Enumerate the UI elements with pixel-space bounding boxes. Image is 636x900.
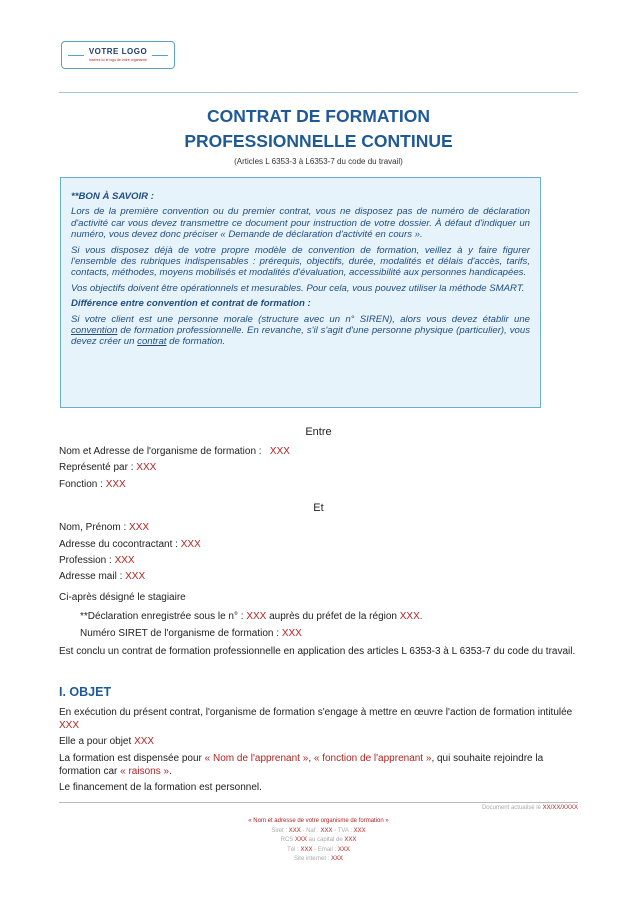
info-paragraph-1: Lors de la première convention ou du premier contrat, vous ne disposez pas de numéro de déclaration d'activité car vous devez transmettre ce document pour instruction de votre dossier. À défaut d'indiquer un numéro, vous devez donc préciser « Demande de déclaration d'activité en cours ».: [71, 206, 530, 241]
objet-p1-value: XXX: [59, 720, 80, 731]
mail-line: [59, 570, 578, 583]
footer-org: « Nom et adresse de votre organisme de formation »: [248, 818, 389, 824]
section-objet-heading: I. OBJET: [59, 685, 112, 699]
footer-tva-value: XXX: [353, 827, 366, 834]
logo-subtitle: Insérez ici le logo de votre organisme: [89, 58, 147, 62]
rep-label: Représenté par :: [59, 462, 134, 473]
footer-site-value: XXX: [331, 856, 344, 862]
decl-label: **Déclaration enregistrée sous le n° :: [80, 611, 244, 622]
footer-capital-value: XXX: [344, 837, 357, 843]
footer-line-2: [59, 827, 578, 837]
adresse-value: XXX: [180, 539, 201, 550]
siret-label: Numéro SIRET de l'organisme de formation :: [80, 628, 280, 639]
objet-p3-text-b: ,: [308, 753, 312, 764]
document-updated: [482, 805, 578, 811]
rep-line: [59, 461, 578, 474]
decl-region: XXX.: [399, 611, 423, 622]
footer-tel-value: XXX: [300, 846, 313, 853]
footer-divider: [59, 802, 578, 803]
info-paragraph-4: [71, 314, 530, 348]
objet-p3-text-c: , qui souhaite rejoindre la formation car: [59, 753, 544, 777]
footer-email-label: - Email :: [314, 846, 337, 853]
info-p4-text-a: Si votre client est une personne morale (structure avec un n° SIREN), alors vous devez établir une: [71, 313, 530, 325]
declaration-line: [80, 610, 578, 623]
logo-line-left: [68, 55, 84, 56]
fonction-value: XXX: [105, 479, 126, 490]
footer-siret-label: Siret :: [271, 827, 288, 834]
logo: [61, 41, 175, 69]
header-divider: [59, 92, 578, 93]
info-p4-text-b: de formation professionnelle. En revanche, s'il s'agit d'une personne physique (particulier), vous devez créer un: [71, 325, 530, 348]
profession-value: XXX: [114, 555, 135, 566]
objet-paragraph-1: [59, 706, 578, 732]
footer-rcs-value: XXX: [294, 837, 307, 843]
org-value: XXX: [269, 446, 290, 457]
objet-p3-value-2: « fonction de l'apprenant »: [313, 753, 432, 764]
objet-p2-value: XXX: [134, 736, 155, 747]
et-label: Et: [313, 502, 324, 514]
footer-email-value: XXX: [337, 846, 350, 853]
profession-line: [59, 554, 578, 567]
mail-label: Adresse mail :: [59, 571, 123, 582]
siret-line: [80, 627, 578, 640]
adresse-label: Adresse du cocontractant :: [59, 539, 178, 550]
page-subtitle: (Articles L 6353-3 à L6353-7 du code du travail): [234, 157, 403, 166]
logo-title: VOTRE LOGO: [88, 47, 148, 56]
info-paragraph-3: Vos objectifs doivent être opérationnels et mesurables. Pour cela, vous pouvez utiliser la méthode SMART.: [71, 282, 525, 294]
nom-label: Nom, Prénom :: [59, 522, 127, 533]
objet-p3-text-d: .: [169, 766, 172, 777]
footer-tel-label: Tél :: [287, 846, 299, 853]
footer-line-3: [59, 836, 578, 846]
designe-line: Ci-après désigné le stagiaire: [59, 592, 186, 603]
mail-value: XXX: [125, 571, 146, 582]
profession-label: Profession :: [59, 555, 112, 566]
fonction-line: [59, 478, 578, 491]
info-paragraph-2: Si vous disposez déjà de votre propre modèle de convention de formation, veillez à y faire figurer l'ensemble des rubriques indispensables : prérequis, objectifs, durée, modalités et délais d'accès, tarifs, contacts, méthodes, moyens mobilisés et modalités d'évaluation, accessibilité aux personnes handicapées.: [71, 244, 530, 279]
footer-line-5: [59, 855, 578, 865]
objet-p3-text-a: La formation est dispensée pour: [59, 753, 202, 764]
page-title-line2: PROFESSIONNELLE CONTINUE: [184, 131, 453, 151]
footer-naf-label: - Naf :: [302, 827, 319, 834]
objet-paragraph-4: Le financement de la formation est personnel.: [59, 782, 262, 793]
info-box: [60, 177, 541, 408]
footer-tva-label: - TVA :: [334, 827, 352, 834]
entre-label: Entre: [305, 426, 332, 438]
footer-rcs-label: RCS: [280, 837, 294, 843]
info-heading-2: Différence entre convention et contrat de formation :: [71, 298, 311, 310]
info-heading: **BON À SAVOIR :: [71, 191, 154, 202]
footer-siret-value: XXX: [288, 827, 301, 834]
decl-value: XXX: [246, 611, 267, 622]
objet-p3-value-1: « Nom de l'apprenant »: [204, 753, 309, 764]
objet-paragraph-3: [59, 752, 578, 778]
rep-value: XXX: [136, 462, 157, 473]
adresse-line: [59, 538, 578, 551]
conclu-paragraph: Est conclu un contrat de formation professionnelle en application des articles L 6353-3 à L 6353-7 du code du travail.: [59, 646, 576, 657]
org-label: Nom et Adresse de l'organisme de formation :: [59, 446, 262, 457]
footer-capital-label: au capital de: [308, 837, 343, 843]
objet-paragraph-2: [59, 735, 578, 748]
logo-line-right: [152, 55, 168, 56]
siret-value: XXX: [281, 628, 302, 639]
nom-line: [59, 521, 578, 534]
footer-site-label: Site internet :: [293, 856, 330, 862]
org-line: [59, 445, 578, 458]
footer-naf-value: XXX: [320, 827, 333, 834]
info-p4-text-c: de formation.: [166, 336, 226, 348]
contrat-link: contrat: [137, 336, 167, 348]
footer-line-4: [59, 846, 578, 856]
updated-label: Document actualisé le: [481, 805, 541, 811]
objet-p2-text: Elle a pour objet: [59, 736, 132, 747]
decl-mid: auprès du préfet de la région: [269, 611, 397, 622]
objet-p3-value-3: « raisons »: [120, 766, 170, 777]
nom-value: XXX: [129, 522, 150, 533]
updated-value: XX/XX/XXXX: [542, 805, 578, 811]
fonction-label: Fonction :: [59, 479, 103, 490]
page-title-line1: CONTRAT DE FORMATION: [207, 106, 430, 126]
footer-block: [59, 817, 578, 865]
convention-link: convention: [71, 325, 118, 337]
objet-p1-text: En exécution du présent contrat, l'organisme de formation s'engage à mettre en œuvre l'action de formation intitulée: [59, 707, 573, 718]
